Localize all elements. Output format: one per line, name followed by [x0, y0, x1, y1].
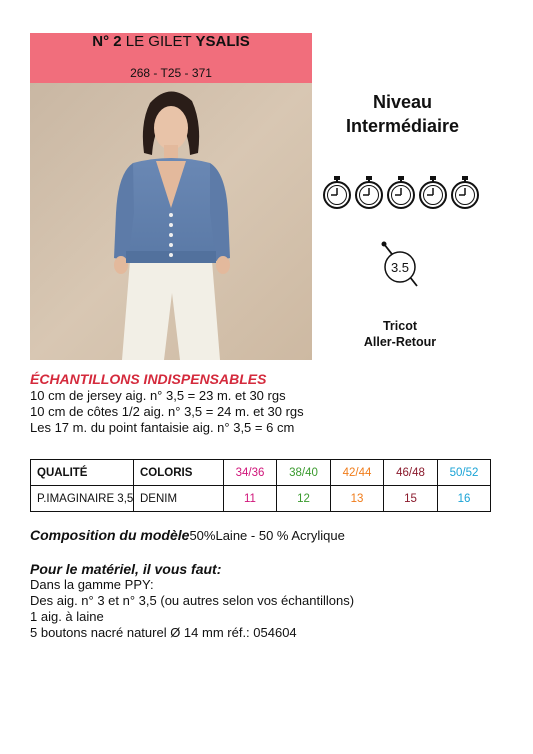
technique: [330, 318, 470, 350]
sample-line: Les 17 m. du point fantaisie aig. n° 3,5 = 6 cm: [30, 420, 295, 435]
header-size: 42/44: [331, 460, 384, 486]
pattern-references: 268 - T25 - 371: [130, 66, 212, 80]
difficulty-timers: [322, 176, 482, 212]
stopwatch-icon: [322, 176, 352, 210]
cell-colors: DENIM: [134, 486, 224, 512]
material-line: 1 aig. à laine: [30, 609, 104, 624]
technique-line-2: Aller-Retour: [363, 335, 437, 349]
title-banner: [30, 33, 312, 83]
header-size: 34/36: [224, 460, 277, 486]
material-title: Pour le matériel, il vous faut:: [30, 561, 222, 577]
table-row: [31, 486, 491, 512]
header-size: 46/48: [384, 460, 438, 486]
sample-line: 10 cm de côtes 1/2 aig. n° 3,5 = 24 m. et 30 rgs: [30, 404, 304, 419]
composition: [30, 527, 345, 543]
cell-quantity: 13: [331, 486, 384, 512]
material-line: 5 boutons nacré naturel Ø 14 mm réf.: 054604: [30, 625, 297, 640]
technique-line-1: Tricot: [382, 319, 418, 333]
cell-quantity: 11: [224, 486, 277, 512]
cell-quantity: 16: [438, 486, 491, 512]
stopwatch-icon: [450, 176, 480, 210]
material-line: Des aig. n° 3 et n° 3,5 (ou autres selon vos échantillons): [30, 593, 355, 608]
header-size: 50/52: [438, 460, 491, 486]
needle-size-icon: [378, 240, 423, 290]
cell-quantity: 12: [277, 486, 331, 512]
model-photo: [30, 83, 312, 360]
quantities-table: [30, 459, 490, 514]
pattern-name-prefix: LE GILET: [125, 33, 192, 50]
difficulty-level: [315, 90, 490, 138]
pattern-name: YSALIS: [195, 33, 250, 50]
stopwatch-icon: [386, 176, 416, 210]
header-colors: COLORIS: [134, 460, 224, 486]
pattern-title: [30, 33, 312, 50]
samples-list: [30, 388, 304, 436]
level-value: Intermédiaire: [345, 116, 460, 136]
header-size: 38/40: [277, 460, 331, 486]
header-quality: QUALITÉ: [31, 460, 134, 486]
cell-quantity: 15: [384, 486, 438, 512]
composition-label: Composition du modèle: [30, 527, 190, 543]
material-list: [30, 577, 354, 641]
level-label: Niveau: [372, 92, 433, 112]
pattern-number: N° 2: [92, 33, 122, 50]
samples-title: ÉCHANTILLONS INDISPENSABLES: [30, 371, 267, 387]
table-header-row: [31, 460, 491, 486]
stopwatch-icon: [418, 176, 448, 210]
cell-quality: P.IMAGINAIRE 3,5: [31, 486, 134, 512]
stopwatch-icon: [354, 176, 384, 210]
needle-size-label: 3.5: [390, 260, 410, 275]
composition-value: 50%Laine - 50 % Acrylique: [189, 528, 345, 543]
material-line: Dans la gamme PPY:: [30, 577, 154, 592]
sample-line: 10 cm de jersey aig. n° 3,5 = 23 m. et 30 rgs: [30, 388, 286, 403]
